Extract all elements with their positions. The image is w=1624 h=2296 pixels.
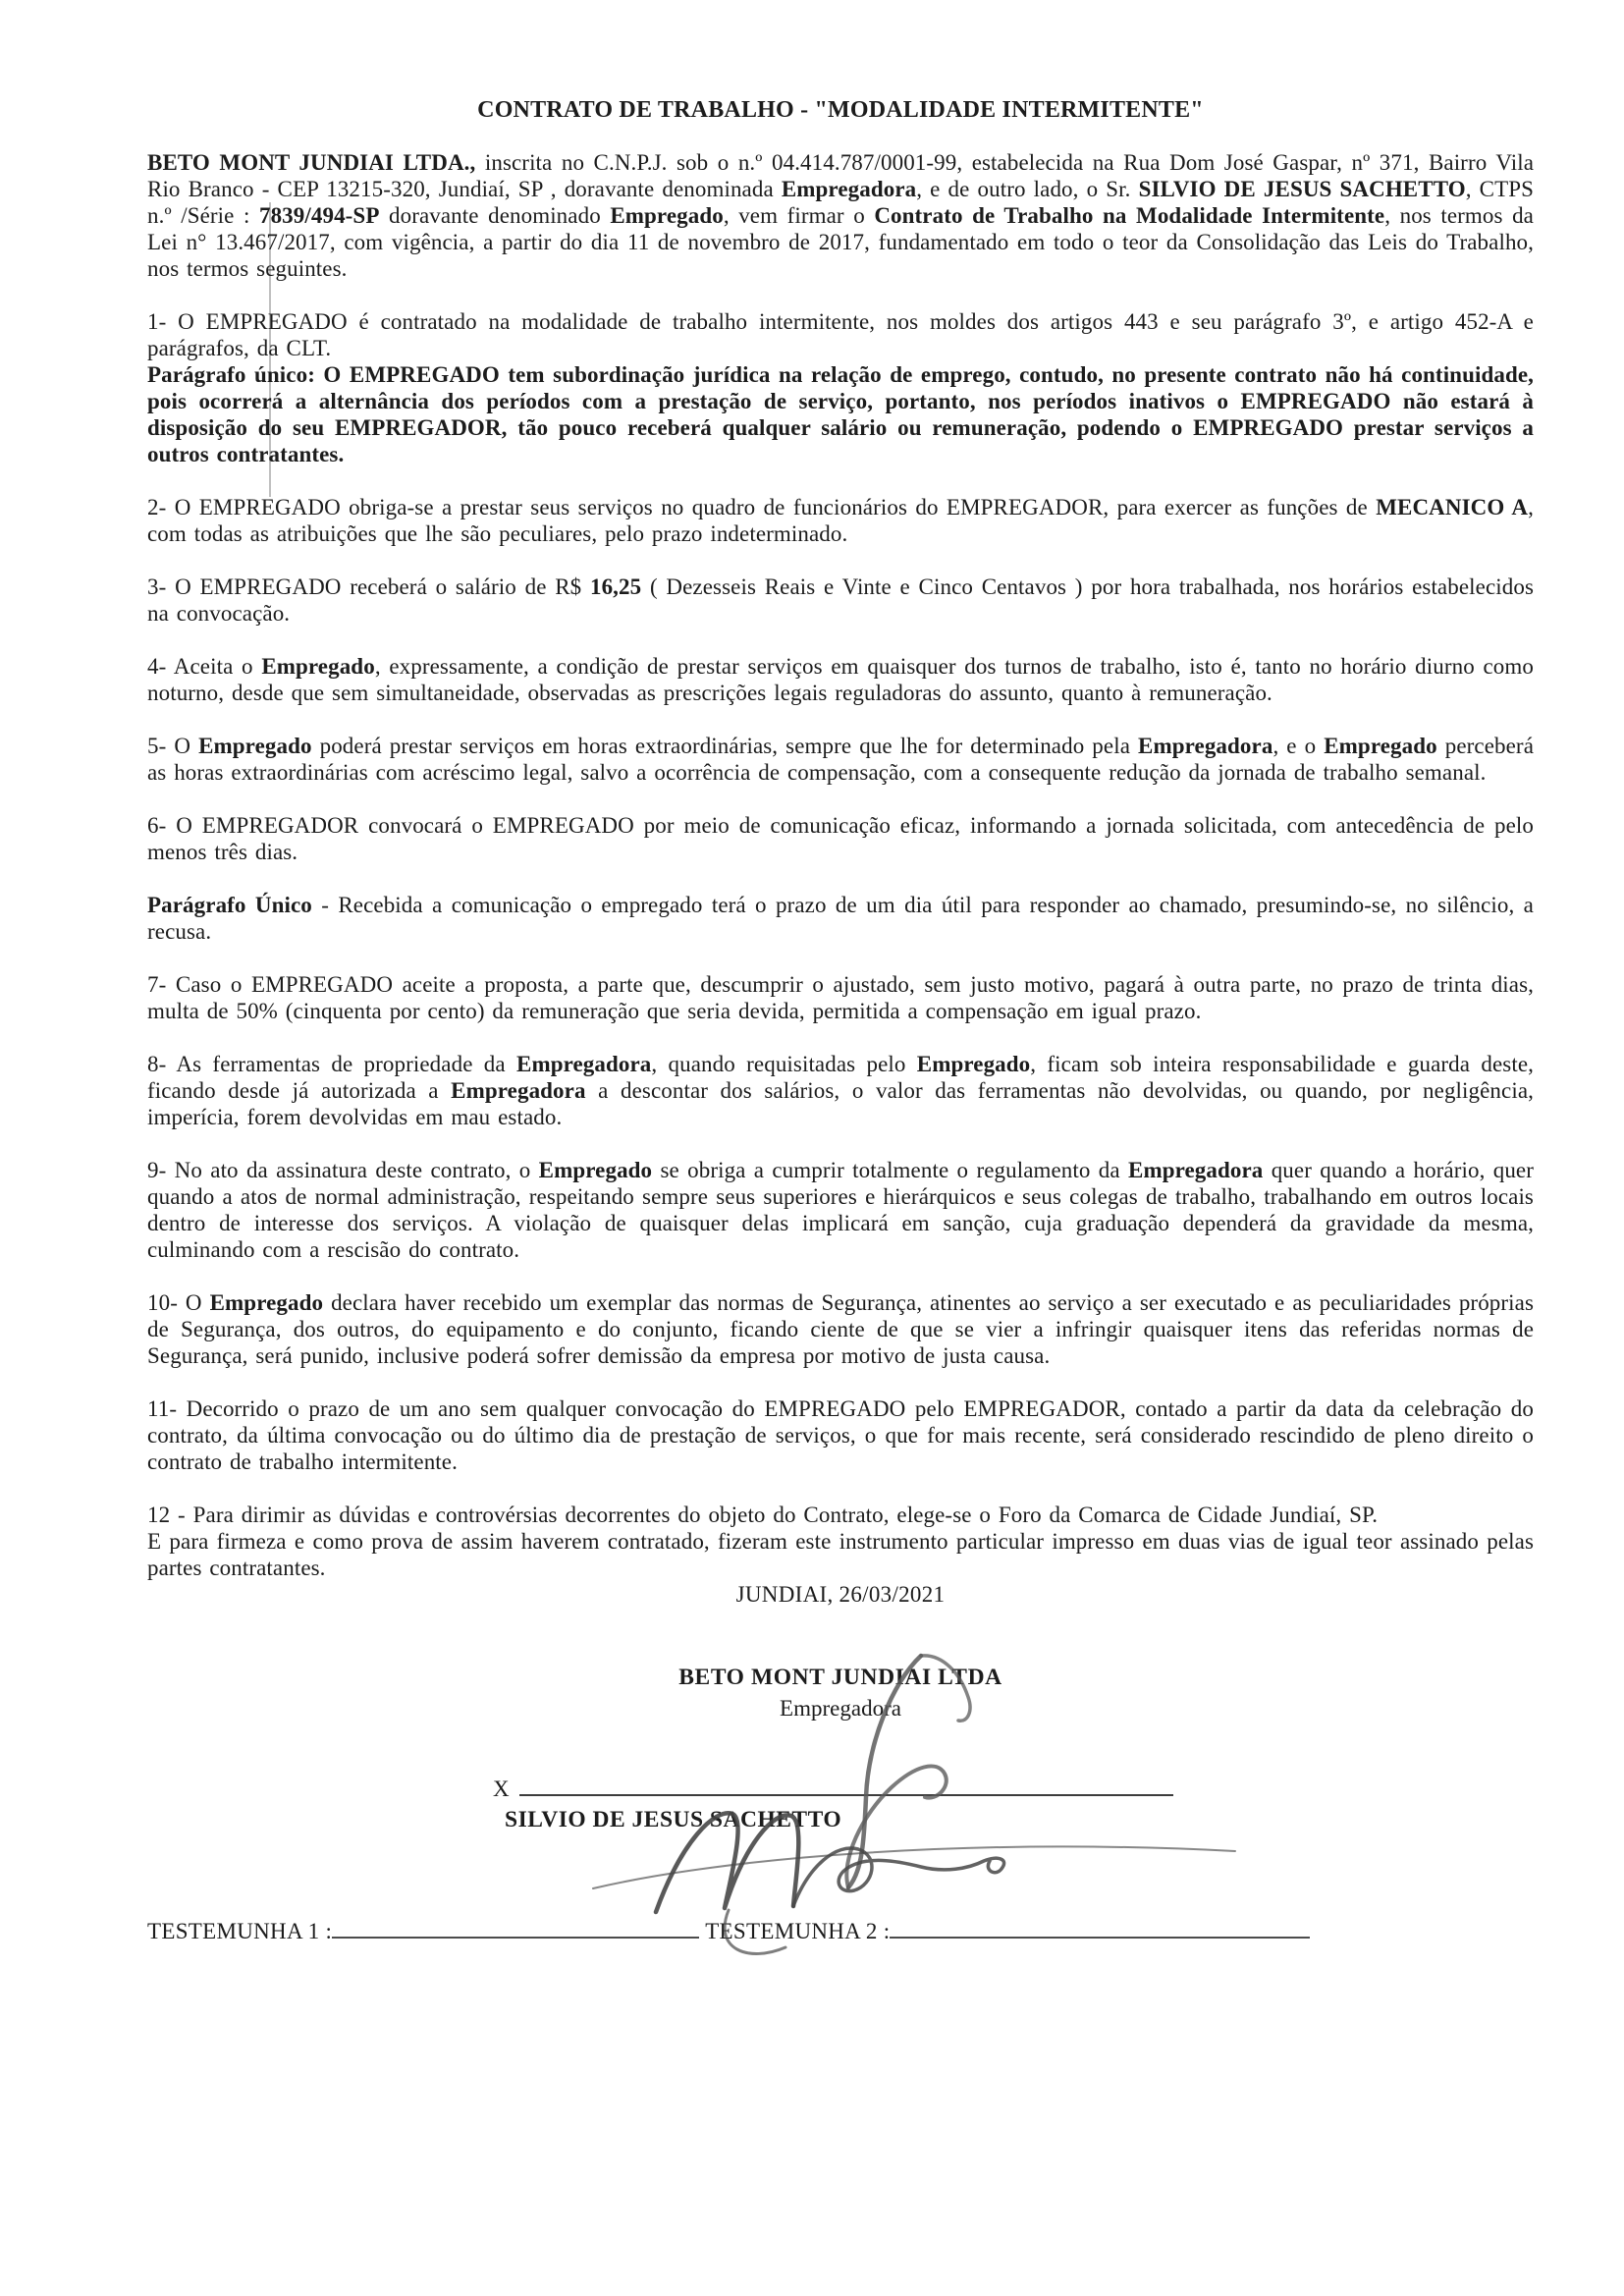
text-run-bold: Empregado	[261, 654, 375, 679]
text-run: perceberá as horas extraordinárias com acréscimo legal, salvo a ocorrência de compensação, com a consequente redução da jornada de trabalho semanal.	[147, 734, 1535, 785]
clause-4	[147, 653, 1534, 706]
clause-2	[147, 494, 1534, 547]
witness-row	[147, 1918, 1534, 1944]
text-run: 8- As ferramentas de propriedade da	[147, 1052, 516, 1076]
text-run-bold: SILVIO DE JESUS SACHETTO	[1138, 177, 1466, 201]
text-run-bold: Empregado	[916, 1052, 1031, 1076]
text-run-bold: Empregado	[538, 1158, 653, 1182]
text-run-bold: Parágrafo Único	[147, 893, 312, 917]
employer-company-name: BETO MONT JUNDIAI LTDA	[678, 1665, 1002, 1690]
clause-9	[147, 1157, 1534, 1263]
text-run-bold: Empregadora	[1138, 734, 1273, 758]
text-run-bold: Empregado	[198, 734, 312, 758]
text-run-bold: Contrato de Trabalho na Modalidade Intermitente	[874, 203, 1385, 228]
text-run: , expressamente, a condição de prestar serviços em quaisquer dos turnos de trabalho, isto é, tanto no horário diurno como noturno, desde que sem simultaneidade, observadas as prescrições legais reguladoras do assunto, quanto à remuneração.	[147, 654, 1534, 705]
clause-7	[147, 971, 1534, 1024]
text-run: inscrita no C.N.P.J. sob o n.º 04.414.787/0001-99, estabelecida na Rua Dom José Gaspar, nº 371, Bairro Vila Rio Branco - CEP 13215-320, Jundiaí, SP , doravante denominada	[147, 150, 1534, 201]
clause-8	[147, 1051, 1534, 1130]
text-run: , vem firmar o	[723, 203, 875, 228]
text-run: - Recebida a comunicação o empregado terá o prazo de um dia útil para responder ao chamado, presumindo-se, no silêncio, a recusa.	[147, 893, 1534, 944]
employer-role-label: Empregadora	[780, 1696, 901, 1721]
text-run: declara haver recebido um exemplar das normas de Segurança, atinentes ao serviço a ser executado e as peculiaridades próprias de Segurança, dos outros, do equipamento e do conjunto, ficando ciente de que se vier a infringir quaisquer itens das referidas normas de Segurança, será punido, inclusive poderá sofrer demissão da empresa por motivo de justa causa.	[147, 1290, 1535, 1368]
text-run: , quando requisitadas pelo	[651, 1052, 917, 1076]
text-run: 2- O EMPREGADO obriga-se a prestar seus serviços no quadro de funcionários do EMPREGADOR, para exercer as funções de	[147, 495, 1377, 519]
text-run: quer quando a horário, quer quando a atos de normal administração, respeitando sempre seus superiores e hierárquicos e seus colegas de trabalho, trabalhando em outros locais dentro de interesse dos serviços. A violação de quaisquer delas implicará em sanção, cuja graduação dependerá da gravidade da mesma, culminando com a rescisão do contrato.	[147, 1158, 1534, 1262]
clause-11	[147, 1395, 1534, 1475]
text-run-bold: Empregado	[610, 203, 724, 228]
contract-clauses	[147, 149, 1534, 1581]
text-run-bold: MECANICO A	[1376, 495, 1529, 519]
witness1-label: TESTEMUNHA 1 :	[147, 1919, 333, 1943]
clause-5	[147, 733, 1534, 786]
text-run: 6- O EMPREGADOR convocará o EMPREGADO por meio de comunicação eficaz, informando a jornada solicitada, com antecedência de pelo menos três dias.	[147, 813, 1534, 864]
text-run-bold: Empregado	[209, 1290, 324, 1315]
clause-6	[147, 812, 1534, 865]
clause-1	[147, 308, 1534, 361]
clause-10	[147, 1289, 1534, 1369]
text-run-bold: Empregadora	[1128, 1158, 1264, 1182]
text-run: 9- No ato da assinatura deste contrato, o	[147, 1158, 539, 1182]
contract-content	[147, 96, 1534, 1944]
text-run: a descontar dos salários, o valor das ferramentas não devolvidas, ou quando, por negligência, imperícia, forem devolvidas em mau estado.	[147, 1078, 1534, 1129]
text-run: 10- O	[147, 1290, 210, 1315]
text-run: poderá prestar serviços em horas extraordinárias, sempre que lhe for determinado pela	[311, 734, 1139, 758]
employee-signature-row	[147, 1775, 1534, 1802]
clause-12	[147, 1502, 1534, 1528]
text-run: 4- Aceita o	[147, 654, 262, 679]
clause-6-paragrafo-unico	[147, 892, 1534, 945]
text-run-bold: Empregadora	[781, 177, 917, 201]
text-run: 11- Decorrido o prazo de um ano sem qualquer convocação do EMPREGADO pelo EMPREGADOR, contado a partir da data da celebração do contrato, da última convocação ou do último dia de prestação de serviços, o que for mais recente, será considerado rescindido de pleno direito o contrato de trabalho intermitente.	[147, 1396, 1534, 1474]
text-run: 12 - Para dirimir as dúvidas e controvérsias decorrentes do objeto do Contrato, elege-se o Foro da Comarca de Cidade Jundiaí, SP.	[147, 1503, 1379, 1527]
text-run: se obriga a cumprir totalmente o regulamento da	[652, 1158, 1128, 1182]
text-run: , e de outro lado, o Sr.	[916, 177, 1139, 201]
text-run-bold: Empregado	[1324, 734, 1437, 758]
text-run-bold: BETO MONT JUNDIAI LTDA.,	[147, 150, 476, 175]
text-run-bold: Empregadora	[451, 1078, 586, 1103]
clause-3	[147, 574, 1534, 627]
clause-1-paragrafo-unico	[147, 361, 1534, 467]
text-run-bold: 16,25	[589, 574, 642, 599]
signature-x-mark: X	[493, 1777, 510, 1801]
text-run: , nos termos da Lei n° 13.467/2017, com vigência, a partir do dia 11 de novembro de 2017, fundamentado em todo o teor da Consolidação das Leis do Trabalho, nos termos seguintes.	[147, 203, 1534, 281]
text-run: 3- O EMPREGADO receberá o salário de R$	[147, 574, 590, 599]
witness1-signature-line	[332, 1919, 699, 1939]
witness2-label: TESTEMUNHA 2 :	[705, 1919, 891, 1943]
text-run: , CTPS n.º /Série :	[147, 177, 1535, 228]
date-line: JUNDIAI, 26/03/2021	[735, 1582, 946, 1607]
text-run: ( Dezesseis Reais e Vinte e Cinco Centavos ) por hora trabalhada, nos horários estabelecidos na convocação.	[147, 574, 1534, 626]
text-run-bold: Empregadora	[516, 1052, 652, 1076]
text-run: , ficam sob inteira responsabilidade e guarda deste, ficando desde já autorizada a	[147, 1052, 1534, 1103]
witness2-signature-line	[890, 1919, 1310, 1939]
intro-paragraph	[147, 149, 1534, 282]
document-title: CONTRATO DE TRABALHO - "MODALIDADE INTERMITENTE"	[477, 97, 1204, 123]
employee-name: SILVIO DE JESUS SACHETTO	[505, 1807, 842, 1832]
closing-statement	[147, 1528, 1534, 1581]
text-run: , e o	[1272, 734, 1325, 758]
text-run: E para firmeza e como prova de assim haverem contratado, fizeram este instrumento particular impresso em duas vias de igual teor assinado pelas partes contratantes.	[147, 1529, 1534, 1580]
text-run: 1- O EMPREGADO é contratado na modalidade de trabalho intermitente, nos moldes dos artigos 443 e seu parágrafo 3º, e artigo 452-A e parágrafos, da CLT.	[147, 309, 1534, 360]
closing-block	[147, 1581, 1534, 1944]
text-run-bold: Parágrafo único: O EMPREGADO tem subordinação jurídica na relação de emprego, contudo, no presente contrato não há continuidade, pois ocorrerá a alternância dos períodos com a prestação de serviço, portanto, nos períodos inativos o EMPREGADO não estará à disposição do seu EMPREGADOR, tão pouco receberá qualquer salário ou remuneração, podendo o EMPREGADO prestar serviços a outros contratantes.	[147, 362, 1534, 466]
text-run: 5- O	[147, 734, 199, 758]
text-run-bold: 7839/494-SP	[258, 203, 380, 228]
text-run: 7- Caso o EMPREGADO aceite a proposta, a parte que, descumprir o ajustado, sem justo motivo, pagará à outra parte, no prazo de trinta dias, multa de 50% (cinquenta por cento) da remuneração que seria devida, permitida a compensação em igual prazo.	[147, 972, 1534, 1023]
employee-signature-line	[519, 1775, 1173, 1796]
text-run: doravante denominado	[379, 203, 611, 228]
text-run: , com todas as atribuições que lhe são peculiares, pelo prazo indeterminado.	[147, 495, 1535, 546]
